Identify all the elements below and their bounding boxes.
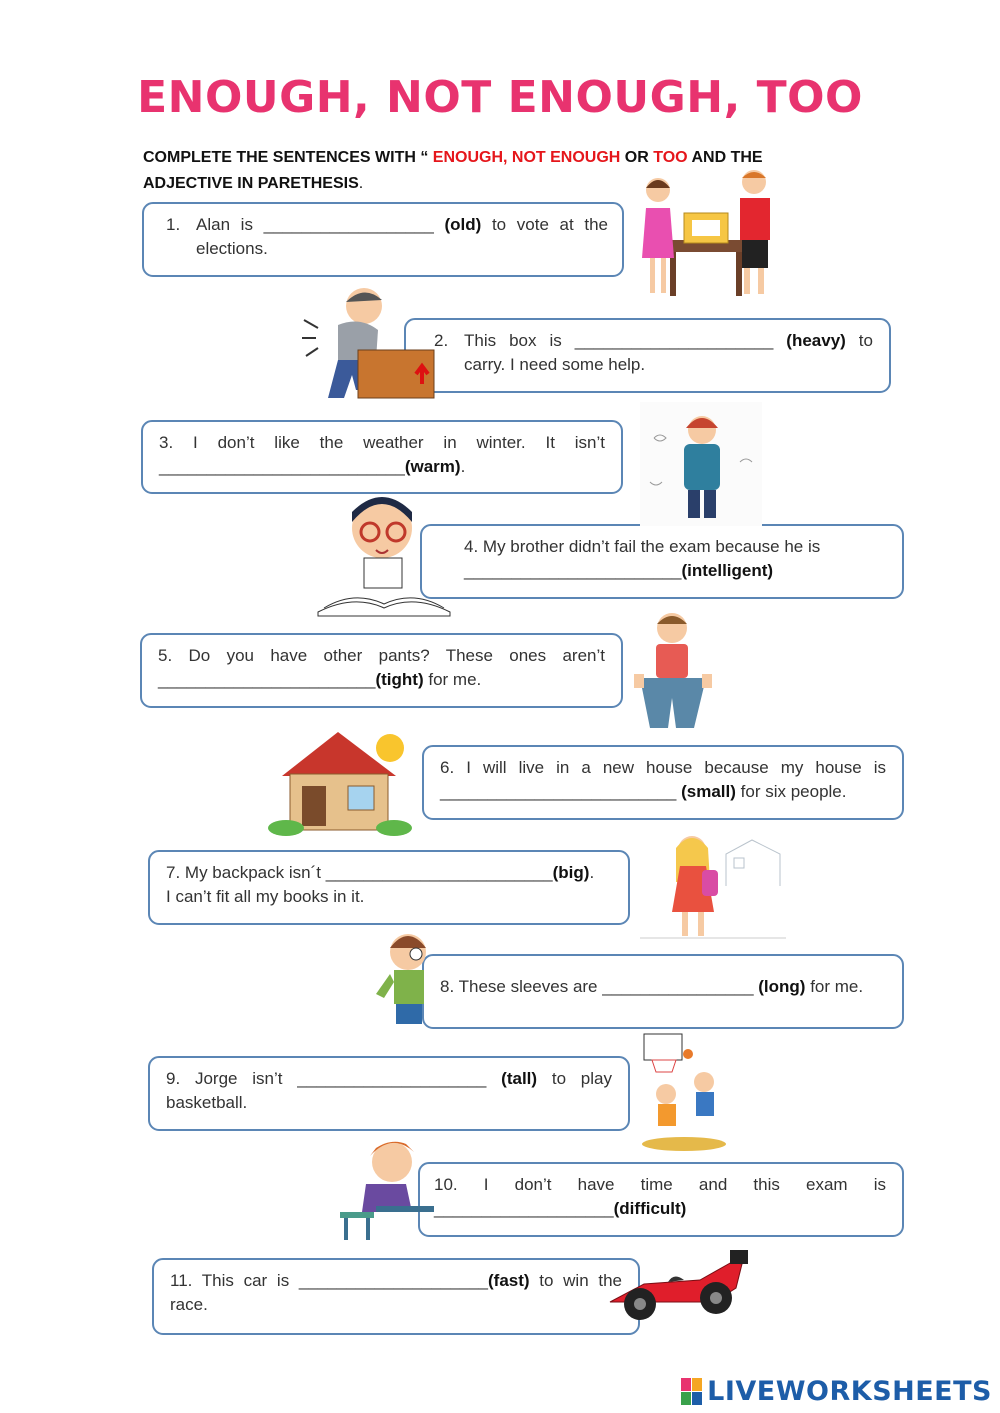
- answer-blank[interactable]: ________________________: [325, 863, 553, 882]
- sentence-number: 8.: [440, 977, 455, 996]
- sentence-11-box: 11. This car is ____________________(fast) to win the race.: [152, 1258, 640, 1335]
- sentence-9-box: 9. Jorge isn’t ____________________ (tall) to play basketball.: [148, 1056, 630, 1131]
- sentence-6-box: 6. I will live in a new house because my house is _________________________ (small) for six people.: [422, 745, 904, 820]
- man-lifting-box-image: [298, 280, 448, 410]
- sentence-2-box: 2. This box is _____________________ (heavy) to carry. I need some help.: [404, 318, 891, 393]
- man-loose-pants-image: [632, 608, 714, 734]
- worksheet-title: ENOUGH, NOT ENOUGH, TOO: [137, 72, 863, 123]
- answer-blank[interactable]: _______________________: [464, 561, 682, 580]
- instructions: COMPLETE THE SENTENCES WITH “ ENOUGH, NOT ENOUGH OR TOO AND THE ADJECTIVE IN PARETHESIS.: [143, 149, 763, 192]
- answer-blank[interactable]: ____________________: [298, 1271, 488, 1290]
- voting-children-image: [636, 168, 786, 303]
- answer-blank[interactable]: __________________________: [159, 457, 405, 476]
- sentence-3-box: 3. I don’t like the weather in winter. It isn’t __________________________(warm).: [141, 420, 623, 494]
- sentence-number: 9.: [166, 1069, 181, 1088]
- logo-mark-icon: [681, 1378, 703, 1406]
- sentence-number: 3.: [159, 433, 174, 452]
- small-house-image: [266, 724, 416, 840]
- sentence-7-box: 7. My backpack isn´t ________________________(big). I can’t fit all my books in it.: [148, 850, 630, 925]
- sentence-1-box: 1. Alan is __________________ (old) to vote at the elections.: [142, 202, 624, 277]
- stressed-student-image: [336, 1136, 436, 1242]
- liveworksheets-logo: [681, 1376, 992, 1407]
- sentence-number: 10.: [434, 1175, 458, 1194]
- sentence-number: 2.: [434, 331, 449, 350]
- sentence-8-box: 8. These sleeves are ________________ (long) for me.: [422, 954, 904, 1029]
- race-car-image: [604, 1244, 750, 1326]
- basketball-kids-image: [640, 1032, 728, 1152]
- sentence-number: 6.: [440, 758, 455, 777]
- brand-name: LIVEWORKSHEETS: [707, 1376, 992, 1407]
- answer-blank[interactable]: __________________: [263, 215, 434, 234]
- answer-blank[interactable]: _____________________: [574, 331, 774, 350]
- answer-blank[interactable]: ________________: [602, 977, 754, 996]
- girl-with-backpack-image: [640, 826, 786, 946]
- sentence-number: 4.: [464, 537, 479, 556]
- answer-blank[interactable]: _________________________: [440, 782, 677, 801]
- sentence-number: 5.: [158, 646, 173, 665]
- answer-blank[interactable]: ___________________: [434, 1199, 614, 1218]
- sentence-number: 11.: [170, 1271, 193, 1290]
- cold-boy-image: [640, 402, 762, 526]
- sentence-4-box: 4. My brother didn’t fail the exam because he is _______________________(intelligent): [420, 524, 904, 599]
- sentence-10-box: 10. I don’t have time and this exam is ___________________(difficult): [418, 1162, 904, 1237]
- sentence-number: 1.: [166, 215, 181, 234]
- boy-long-sleeves-image: [372, 924, 442, 1034]
- sentence-number: 7.: [166, 863, 181, 882]
- answer-blank[interactable]: ____________________: [297, 1069, 487, 1088]
- sentence-5-box: 5. Do you have other pants? These ones aren’t _______________________(tight) for me.: [140, 633, 623, 708]
- boy-reading-book-image: [314, 486, 454, 618]
- answer-blank[interactable]: _______________________: [158, 670, 376, 689]
